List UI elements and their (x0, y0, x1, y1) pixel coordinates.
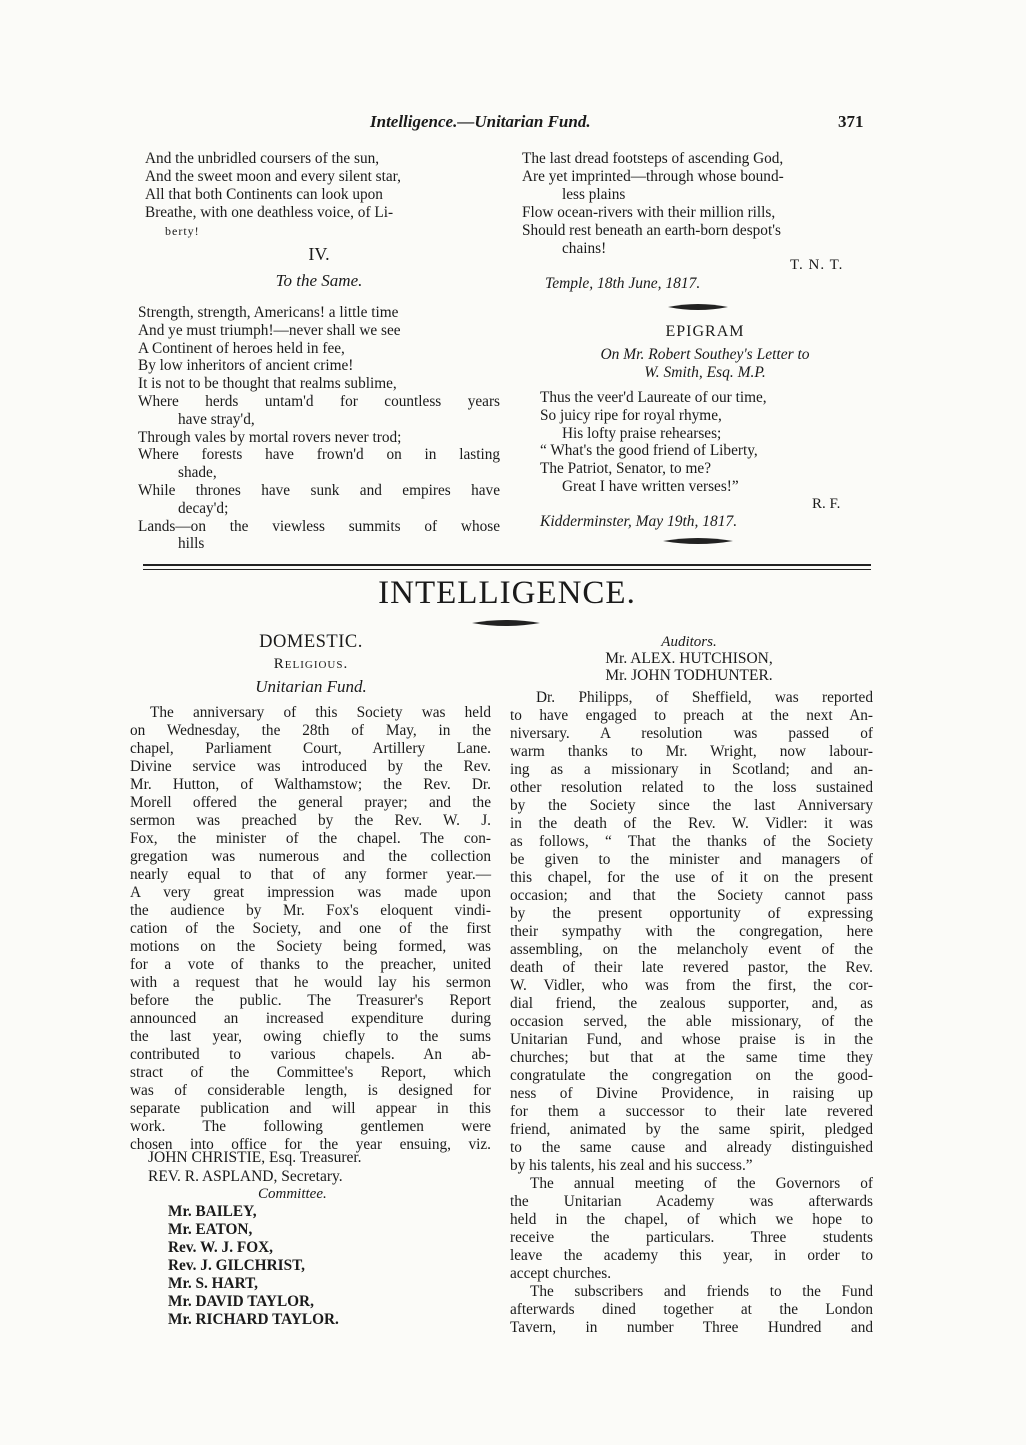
body-line: Tavern, in number Three Hundred and (510, 1319, 873, 1336)
committee-member: Rev. J. GILCHRIST, (168, 1257, 305, 1274)
body-line: leave the academy this year, in order to (510, 1247, 873, 1264)
officer-treasurer: JOHN CHRISTIE, Esq. Treasurer. (148, 1149, 362, 1166)
body-line: separate publication and will appear in this (130, 1100, 491, 1117)
domestic-heading: DOMESTIC. (259, 632, 363, 652)
body-line: gregation was numerous and the collection (130, 848, 491, 865)
body-line: dial friend, the zealous supporter, and, as (510, 995, 873, 1012)
unitarian-fund-heading: Unitarian Fund. (255, 677, 367, 696)
poem-line: berty! (165, 224, 200, 238)
poem-line: It is not to be thought that realms sublime, (138, 375, 397, 393)
ornament-icon (668, 302, 728, 312)
right-body (510, 689, 873, 1337)
section-title: INTELLIGENCE. (378, 575, 636, 611)
body-line: ness of Divine Providence, in raising up (510, 1085, 873, 1102)
body-line: W. Vidler, who was from the first, the cor- (510, 977, 873, 994)
body-line: be given to the minister and managers of (510, 851, 873, 868)
body-line: their sympathy with the congregation, here (510, 923, 873, 940)
poem-line: Should rest beneath an earth-born despot's (522, 222, 781, 239)
body-line: on Wednesday, the 28th of May, in the (130, 722, 491, 739)
body-line: sermon was preached by the Rev. W. J. (130, 812, 491, 829)
body-line: by his talents, his zeal and his success.” (510, 1157, 753, 1174)
body-line: as follows, “ That the thanks of the Society (510, 833, 873, 850)
poem-line: Lands—on the viewless summits of whose (138, 517, 500, 535)
poem-line: Where forests have frown'd on in lasting (138, 446, 500, 464)
epigram-signature: R. F. (812, 496, 841, 512)
body-line: by the Society since the last Anniversary (510, 797, 873, 814)
poem-line: A Continent of heroes held in fee, (138, 339, 345, 357)
body-line: The subscribers and friends to the Fund (530, 1283, 873, 1300)
body-line: chosen into office for the year ensuing, viz. (130, 1136, 491, 1153)
body-line: The annual meeting of the Governors of (530, 1175, 873, 1192)
body-line: with a request that he would lay his sermon (130, 974, 491, 991)
body-line: chapel, Parliament Court, Artillery Lane. (130, 740, 491, 757)
committee-member: Mr. DAVID TAYLOR, (168, 1293, 314, 1310)
epigram-title: EPIGRAM (665, 323, 745, 340)
committee-heading: Committee. (258, 1186, 327, 1202)
auditor-1: Mr. ALEX. HUTCHISON, (605, 650, 773, 667)
poem-line: decay'd; (178, 499, 229, 517)
section-rule (143, 564, 871, 566)
body-line: for them a successor to their late revered (510, 1103, 873, 1120)
poem-numeral: IV. (308, 244, 330, 264)
body-line: in the death of the Rev. W. Vidler: it was (510, 815, 873, 832)
poem-line: While thrones have sunk and empires have (138, 481, 500, 499)
body-line: other resolution related to the loss sustained (510, 779, 873, 796)
auditor-2: Mr. JOHN TODHUNTER. (605, 667, 773, 684)
body-line: occasion; and that the Society cannot pass (510, 887, 873, 904)
body-line: nearly equal to that of any former year.— (130, 866, 491, 883)
body-line: to the same cause and already distinguished (510, 1139, 873, 1156)
officer-secretary: REV. R. ASPLAND, Secretary. (148, 1168, 343, 1185)
poem-line: The last dread footsteps of ascending God, (522, 150, 784, 167)
poem-line: have stray'd, (178, 410, 255, 428)
epigram-line: Thus the veer'd Laureate of our time, (540, 389, 767, 406)
committee-member: Mr. RICHARD TAYLOR. (168, 1311, 339, 1328)
body-line: announced an increased expenditure during (130, 1010, 491, 1027)
body-line: friend, animated by the same spirit, pledged (510, 1121, 873, 1138)
body-line: Dr. Philipps, of Sheffield, was reported (536, 689, 873, 706)
poem-line: And ye must triumph!—never shall we see (138, 321, 401, 339)
poem-left-top (145, 150, 497, 240)
body-line: for a vote of thanks to the preacher, united (130, 956, 491, 973)
epigram-line: So juicy ripe for royal rhyme, (540, 406, 722, 424)
page-number: 371 (838, 112, 864, 131)
poem-line: Breathe, with one deathless voice, of Li- (145, 204, 394, 221)
committee-member: Mr. EATON, (168, 1221, 253, 1238)
poem-line: Where herds untam'd for countless years (138, 392, 500, 410)
epigram-line: Great I have written verses!” (562, 477, 739, 495)
poem-line: And the unbridled coursers of the sun, (145, 150, 380, 167)
body-line: held in the chapel, of which we hope to (510, 1211, 873, 1228)
poem-iv-body (138, 304, 500, 553)
body-line: The anniversary of this Society was held (150, 704, 491, 721)
body-line: accept churches. (510, 1265, 612, 1282)
religious-heading: Religious. (273, 656, 349, 672)
running-title: Intelligence.—Unitarian Fund. (370, 112, 591, 131)
poem-line: chains! (562, 240, 607, 257)
body-line: occasion served, the able missionary, of the (510, 1013, 873, 1030)
committee-member: Mr. S. HART, (168, 1275, 258, 1292)
epigram-line: “ What's the good friend of Liberty, (540, 442, 758, 460)
left-body (130, 704, 491, 1154)
poem-line: Through vales by mortal rovers never trod; (138, 428, 402, 446)
poem-line: shade, (178, 464, 217, 482)
body-line: congratulate the congregation on the good- (510, 1067, 873, 1084)
body-line: receive the particulars. Three students (510, 1229, 873, 1246)
body-line: contributed to various chapels. An ab- (130, 1046, 491, 1063)
epigram-body (540, 389, 880, 496)
body-line: to have engaged to preach at the next An- (510, 707, 873, 724)
body-line: Mr. Hutton, of Walthamstow; the Rev. Dr. (130, 776, 491, 793)
body-line: death of their late revered pastor, the Rev. (510, 959, 873, 976)
body-line: assembling, on the melancholy event of the (510, 941, 873, 958)
poem-line: Flow ocean-rivers with their million rills, (522, 204, 776, 221)
body-line: before the public. The Treasurer's Report (130, 992, 491, 1009)
committee-list (168, 1203, 339, 1329)
section-rule (143, 569, 871, 570)
body-line: cation of the Society, and one of the first (130, 920, 491, 937)
poem-line: Strength, strength, Americans! a little time (138, 304, 399, 321)
epigram-dateline: Kidderminster, May 19th, 1817. (540, 513, 738, 530)
poem-line: hills (178, 535, 205, 553)
body-line: the last year, owing chiefly to the sums (130, 1028, 491, 1045)
body-line: Morell offered the general prayer; and the (130, 794, 491, 811)
body-line: stract of the Committee's Report, which (130, 1064, 491, 1081)
body-line: the audience by Mr. Fox's eloquent vindi- (130, 902, 491, 919)
auditors-heading: Auditors. (661, 634, 717, 650)
body-line: A very great impression was made upon (130, 884, 491, 901)
body-line: motions on the Society being formed, was (130, 938, 491, 955)
body-line: the Unitarian Academy was afterwards (510, 1193, 873, 1210)
epigram-line: The Patriot, Senator, to me? (540, 460, 712, 478)
body-line: ing as a missionary in Scotland; and an- (510, 761, 873, 778)
poem-right-top (522, 150, 882, 258)
poem-signature: T. N. T. (790, 257, 844, 273)
committee-member: Rev. W. J. FOX, (168, 1239, 273, 1256)
poem-title: To the Same. (275, 271, 363, 290)
body-line: Divine service was introduced by the Rev. (130, 758, 491, 775)
body-line: by the present opportunity of expressing (510, 905, 873, 922)
epigram-line: His lofty praise rehearses; (562, 424, 722, 442)
ornament-icon (472, 618, 540, 628)
poem-line: Are yet imprinted—through whose bound- (522, 168, 784, 185)
ornament-icon (663, 536, 733, 546)
epigram-subtitle-2: W. Smith, Esq. M.P. (644, 364, 766, 381)
poem-line: And the sweet moon and every silent star, (145, 168, 401, 185)
body-line: Fox, the minister of the chapel. The con- (130, 830, 491, 847)
poem-dateline: Temple, 18th June, 1817. (545, 275, 701, 292)
poem-line: less plains (562, 186, 626, 203)
body-line: work. The following gentlemen were (130, 1118, 491, 1135)
epigram-subtitle-1: On Mr. Robert Southey's Letter to (600, 346, 810, 363)
committee-member: Mr. BAILEY, (168, 1203, 257, 1220)
body-line: was of considerable length, is designed for (130, 1082, 491, 1099)
poem-line: All that both Continents can look upon (145, 186, 383, 203)
body-line: Unitarian Fund, and whose praise is in the (510, 1031, 873, 1048)
body-line: warm thanks to Mr. Wright, now labour- (510, 743, 873, 760)
body-line: niversary. A resolution was passed of (510, 725, 873, 742)
body-line: churches; but that at the same time they (510, 1049, 873, 1066)
body-line: this chapel, for the use of it on the present (510, 869, 873, 886)
poem-line: By low inheritors of ancient crime! (138, 357, 354, 375)
body-line: afterwards dined together at the London (510, 1301, 873, 1318)
